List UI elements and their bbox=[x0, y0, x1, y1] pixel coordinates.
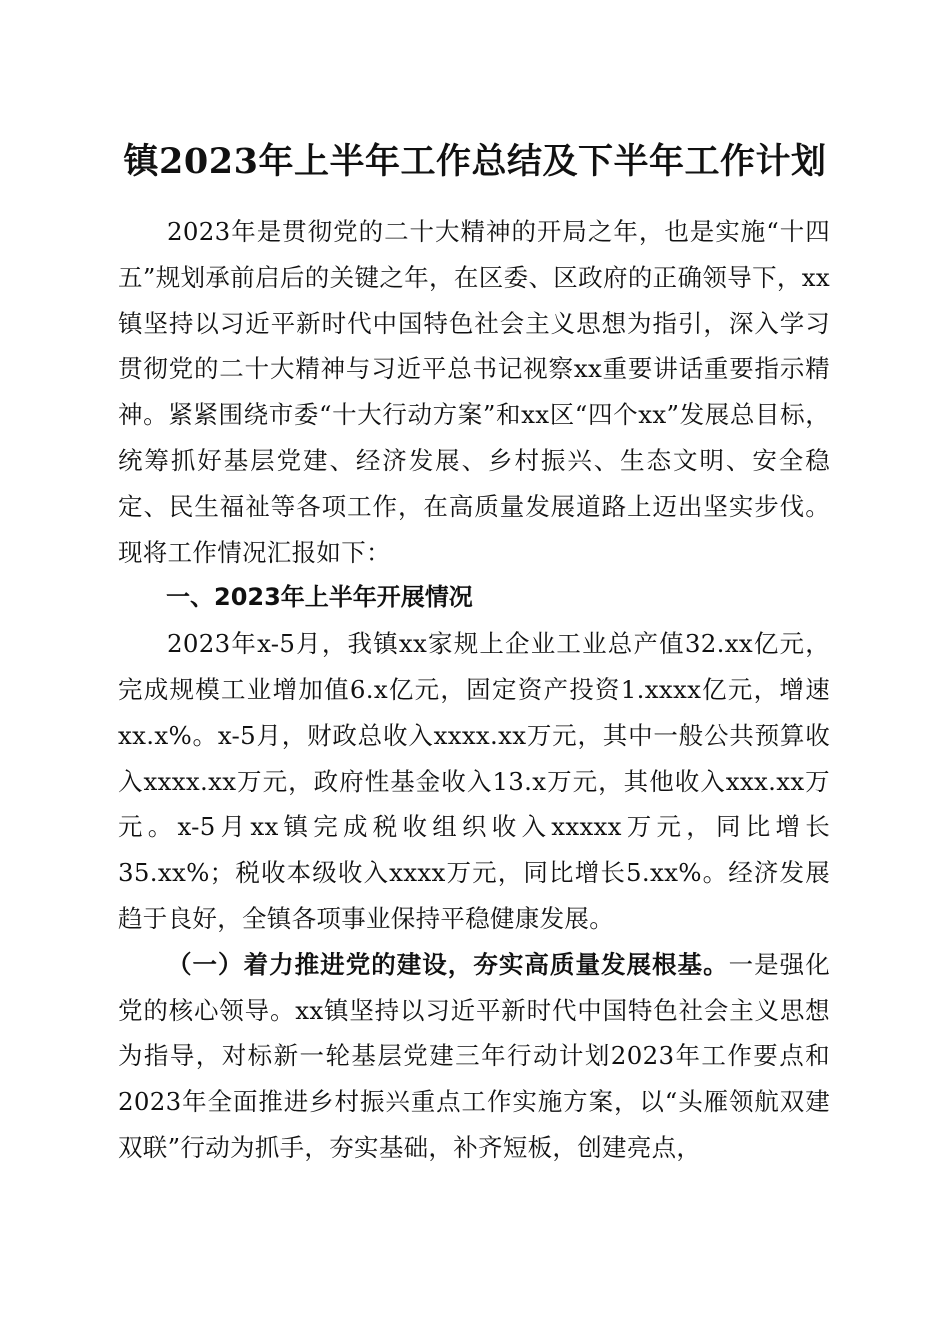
section-heading-1: 一、2023年上半年开展情况 bbox=[166, 583, 473, 612]
subsection-1-heading: （一）着力推进党的建设，夯实高质量发展根基。 bbox=[167, 949, 729, 979]
subsection-1-paragraph bbox=[118, 942, 830, 1171]
intro-paragraph: 2023年是贯彻党的二十大精神的开局之年，也是实施“十四五”规划承前启后的关键之年，在区委、区政府的正确领导下，xx镇坚持以习近平新时代中国特色社会主义思想为指引，深入学习贯彻党的二十大精神与习近平总书记视察xx重要讲话重要指示精神。紧紧围绕市委“十大行动方案”和xx区“四个xx”发展总目标，统筹抓好基层党建、经济发展、乡村振兴、生态文明、安全稳定、民生福祉等各项工作，在高质量发展道路上迈出坚实步伐。现将工作情况汇报如下： bbox=[118, 217, 830, 567]
document-body bbox=[118, 209, 830, 1171]
page-title: 镇2023年上半年工作总结及下半年工作计划 bbox=[123, 141, 827, 182]
section-1-paragraph: 2023年x-5月，我镇xx家规上企业工业总产值32.xx亿元，完成规模工业增加值6.x亿元，固定资产投资1.xxxx亿元，增速xx.x%。x-5月，财政总收入xxxx.xx万元，其中一般公共预算收入xxxx.xx万元，政府性基金收入13.x万元，其他收入xxx.xx万元。x-5月xx镇完成税收组织收入xxxxx万元，同比增长35.xx%；税收本级收入xxxx万元，同比增长5.xx%。经济发展趋于良好，全镇各项事业保持平稳健康发展。 bbox=[118, 629, 830, 933]
subsection-1-text: 一是强化党的核心领导。xx镇坚持以习近平新时代中国特色社会主义思想为指导，对标新一轮基层党建三年行动计划2023年工作要点和2023年全面推进乡村振兴重点工作实施方案，以“头雁领航双建双联”行动为抓手，夯实基础，补齐短板，创建亮点， bbox=[118, 949, 830, 1162]
